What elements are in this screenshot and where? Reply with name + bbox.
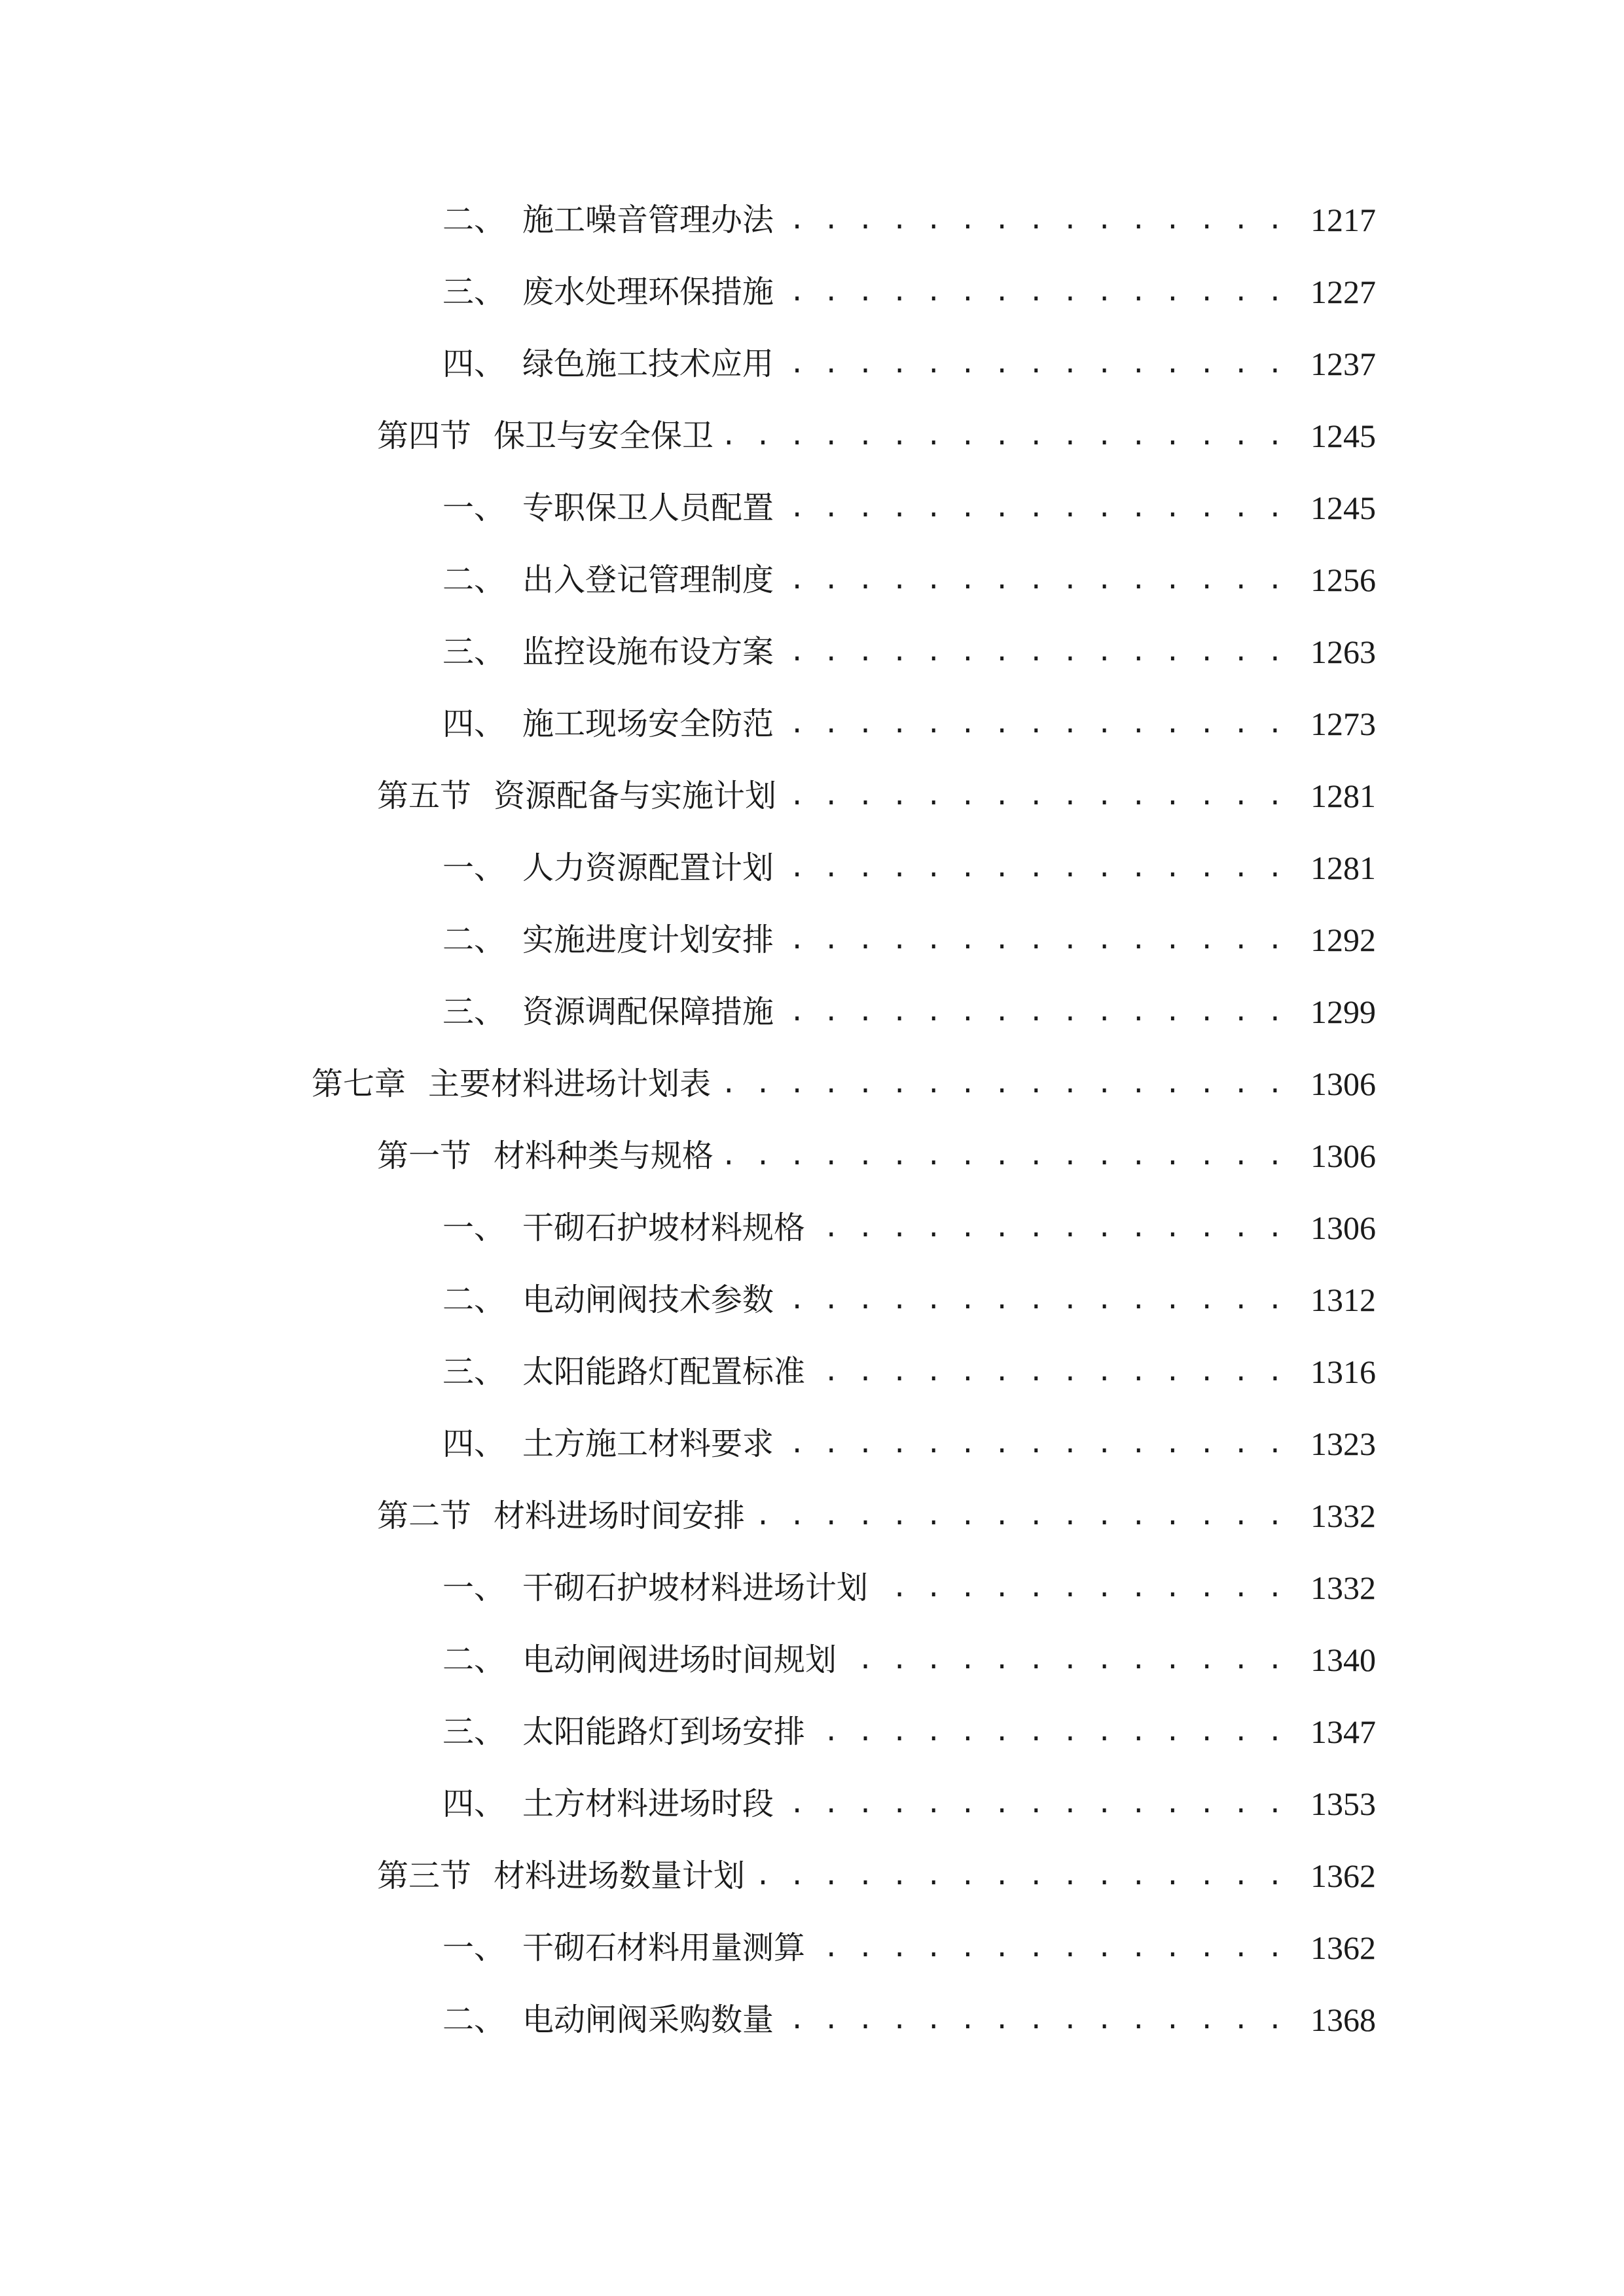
toc-entry-number: 第七章 [312,1066,406,1102]
toc-entry[interactable] [442,698,1624,750]
toc-entry[interactable] [377,770,1624,822]
toc-entry-page: 1237 [1310,346,1376,382]
toc-entry[interactable] [442,554,1624,606]
toc-entry[interactable] [442,1562,1624,1614]
toc-entry-title: 干砌石材料用量测算 [522,1929,806,1966]
toc-entry-title: 废水处理环保措施 [522,274,774,310]
toc-entry-page: 1332 [1310,1498,1376,1534]
dot-leader [778,914,1284,966]
dot-leader [809,1346,1284,1398]
toc-entry-number: 三、 [442,274,506,310]
toc-entry-title: 电动闸阀采购数量 [522,2001,774,2038]
toc-entry[interactable] [377,1490,1624,1542]
toc-entry-title: 资源配备与实施计划 [494,778,777,814]
dot-leader [715,1058,1284,1110]
toc-entry-title: 专职保卫人员配置 [522,490,774,526]
toc-entry-number: 第二节 [377,1498,472,1534]
toc-entry-page: 1245 [1310,490,1376,526]
dot-leader [717,410,1284,462]
toc-entry-page: 1362 [1310,1929,1376,1966]
toc-entry[interactable] [442,1634,1624,1686]
toc-entry-page: 1362 [1310,1857,1376,1894]
toc-entry[interactable] [442,1922,1624,1974]
dot-leader [778,338,1284,390]
dot-leader [809,1706,1284,1758]
toc-entry[interactable] [442,1778,1624,1830]
toc-entry-title: 出入登记管理制度 [522,562,774,598]
toc-entry[interactable] [442,1202,1624,1254]
toc-entry-number: 第四节 [377,418,472,454]
toc-entry-title: 施工噪音管理办法 [522,202,774,238]
toc-entry-title: 干砌石护坡材料规格 [522,1210,806,1246]
toc-entry[interactable] [377,1850,1624,1902]
toc-entry-title: 绿色施工技术应用 [522,346,774,382]
toc-entry[interactable] [377,1130,1624,1182]
toc-entry-title: 材料进场时间安排 [494,1498,746,1534]
dot-leader [778,194,1284,246]
toc-entry-title: 太阳能路灯到场安排 [522,1713,806,1750]
toc-entry-page: 1306 [1310,1210,1376,1246]
dot-leader [717,1130,1284,1182]
toc-entry-title: 人力资源配置计划 [522,850,774,886]
toc-entry-number: 二、 [442,1641,506,1678]
toc-entry-page: 1306 [1310,1138,1376,1174]
toc-entry-number: 一、 [442,1570,506,1606]
toc-entry[interactable] [442,338,1624,390]
toc-entry[interactable] [442,914,1624,966]
toc-entry-title: 资源调配保障措施 [522,994,774,1030]
toc-entry-number: 二、 [442,202,506,238]
dot-leader [840,1634,1284,1686]
toc-entry-page: 1273 [1310,706,1376,742]
toc-entry-page: 1316 [1310,1354,1376,1390]
toc-entry-number: 四、 [442,1426,506,1462]
toc-entry-title: 保卫与安全保卫 [494,418,714,454]
toc-entry-page: 1340 [1310,1641,1376,1678]
dot-leader [749,1850,1284,1902]
toc-entry-page: 1263 [1310,634,1376,670]
toc-entry[interactable] [442,1346,1624,1398]
toc-entry-page: 1299 [1310,994,1376,1030]
toc-entry-title: 电动闸阀技术参数 [522,1282,774,1318]
toc-entry-number: 二、 [442,922,506,958]
dot-leader [778,626,1284,678]
dot-leader [749,1490,1284,1542]
toc-entry[interactable] [442,266,1624,318]
dot-leader [780,770,1284,822]
dot-leader [778,482,1284,534]
toc-entry-page: 1292 [1310,922,1376,958]
toc-entry-page: 1281 [1310,778,1376,814]
toc-entry-page: 1217 [1310,202,1376,238]
toc-entry-number: 三、 [442,1713,506,1750]
toc-entry-number: 二、 [442,562,506,598]
toc-entry-title: 实施进度计划安排 [522,922,774,958]
toc-entry-title: 材料种类与规格 [494,1138,714,1174]
toc-entry-page: 1312 [1310,1282,1376,1318]
toc-entry-number: 第一节 [377,1138,472,1174]
dot-leader [778,842,1284,894]
toc-entry-number: 一、 [442,1210,506,1246]
toc-entry[interactable] [442,1706,1624,1758]
toc-entry-number: 三、 [442,1354,506,1390]
toc-entry-page: 1306 [1310,1066,1376,1102]
toc-entry-title: 监控设施布设方案 [522,634,774,670]
toc-entry-number: 三、 [442,994,506,1030]
toc-entry-title: 干砌石护坡材料进场计划 [522,1570,869,1606]
dot-leader [872,1562,1284,1614]
toc-entry-title: 电动闸阀进场时间规划 [522,1641,837,1678]
dot-leader [778,1274,1284,1326]
toc-entry-title: 主要材料进场计划表 [428,1066,712,1102]
toc-entry-number: 第五节 [377,778,472,814]
toc-entry-page: 1245 [1310,418,1376,454]
toc-entry-number: 四、 [442,1785,506,1822]
dot-leader [778,1778,1284,1830]
dot-leader [778,266,1284,318]
toc-entry-number: 一、 [442,850,506,886]
toc-entry[interactable] [442,986,1624,1038]
toc-entry[interactable] [312,1058,1624,1110]
toc-entry-title: 土方材料进场时段 [522,1785,774,1822]
dot-leader [809,1922,1284,1974]
dot-leader [809,1202,1284,1254]
dot-leader [778,554,1284,606]
toc-entry-page: 1256 [1310,562,1376,598]
toc-entry[interactable] [442,482,1624,534]
toc-entry-title: 太阳能路灯配置标准 [522,1354,806,1390]
toc-entry-title: 施工现场安全防范 [522,706,774,742]
toc-entry-number: 四、 [442,346,506,382]
toc-entry-number: 二、 [442,2001,506,2038]
toc-entry[interactable] [442,1418,1624,1470]
toc-entry-page: 1227 [1310,274,1376,310]
toc-entry-page: 1323 [1310,1426,1376,1462]
toc-entry[interactable] [442,842,1624,894]
toc-entry-page: 1368 [1310,2001,1376,2038]
toc-entry-number: 四、 [442,706,506,742]
toc-entry-page: 1347 [1310,1713,1376,1750]
toc-entry[interactable] [442,1994,1624,2046]
toc-entry-number: 二、 [442,1282,506,1318]
toc-entry[interactable] [442,626,1624,678]
dot-leader [778,1994,1284,2046]
toc-entry-page: 1281 [1310,850,1376,886]
toc-entry-number: 一、 [442,1929,506,1966]
toc-entry[interactable] [442,194,1624,246]
dot-leader [778,986,1284,1038]
toc-entry-page: 1332 [1310,1570,1376,1606]
toc-entry-page: 1353 [1310,1785,1376,1822]
dot-leader [778,698,1284,750]
toc-entry-title: 土方施工材料要求 [522,1426,774,1462]
toc-entry[interactable] [442,1274,1624,1326]
toc-entry-number: 一、 [442,490,506,526]
toc-entry[interactable] [377,410,1624,462]
dot-leader [778,1418,1284,1470]
toc-entry-title: 材料进场数量计划 [494,1857,746,1894]
toc-entry-number: 三、 [442,634,506,670]
toc-entry-number: 第三节 [377,1857,472,1894]
